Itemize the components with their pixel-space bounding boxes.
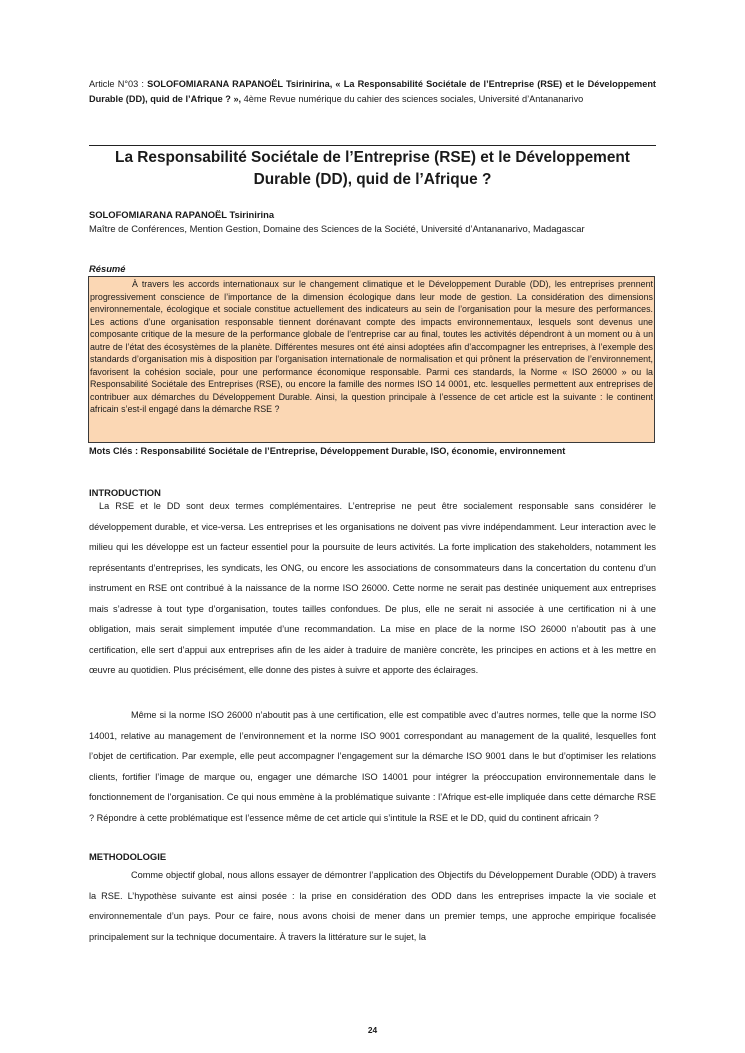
- methodology-paragraph-1: [89, 865, 656, 947]
- author-name: SOLOFOMIARANA RAPANOËL Tsirinirina: [89, 209, 275, 220]
- introduction-paragraph-2: [89, 705, 656, 828]
- paragraph-text: Comme objectif global, nous allons essayer de démontrer l’application des Objectifs du Développement Durable (ODD) à travers la RSE. L’hypothèse suivante est ainsi posée : la prise en considération des ODD dans les entreprises impacte la vie sociale et environnementale d’un pays. Pour ce faire, nous avons choisi de mener dans un premier temps, une approche empirique focalisée principalement sur la technique documentaire. À travers la littérature sur le sujet, la: [89, 870, 656, 942]
- article-title: La Responsabilité Sociétale de l’Entreprise (RSE) et le Développement Durable (DD), quid de l’Afrique ?: [115, 149, 630, 188]
- citation-title: SOLOFOMIARANA RAPANOËL Tsirinirina, « La Responsabilité Sociétale de l’Entreprise (RSE) et le Développement Durable (DD), quid de l’Afrique ? »,: [89, 79, 656, 104]
- introduction-paragraph-1: [89, 496, 656, 681]
- article-citation: [89, 77, 656, 107]
- citation-journal: 4ème Revue numérique du cahier des sciences sociales, Université d’Antananarivo: [243, 94, 584, 104]
- abstract-box: [88, 276, 655, 443]
- abstract-text: À travers les accords internationaux sur le changement climatique et le Développement Durable (DD), les entreprises prennent progressivement conscience de l’importance de la dimension écologique dans leur mode de gestion. La considération des dimensions environnementale, écologique et sociale constitue actuellement des indicateurs au sein de l’organisation pour la mesure des performances. Les actions d’une organisation responsable tiennent dorénavant compte des impacts environnementaux, lesquels sont devenus une composante critique de la mesure de la performance globale de l’entreprise car au final, toutes les activités dépendront à un moment ou à un autre de l’état des écosystèmes de la planète. Différentes mesures ont été ainsi adoptées afin d’accompagner les entreprises, à l’exemple des standards d’organisation mis à disposition par l’organisation internationale de normalisation et qui prônent la préservation de l’environnement, favorisent la cohésion sociale, pour une performance économique responsable. Parmi ces standards, la Norme « ISO 26000 » ou la Responsabilité Sociétale des Entreprises (RSE), ou encore la famille des normes ISO 14 0001, etc. lesquelles permettent aux entreprises de contribuer aux démarches du Développement Durable. Ainsi, la question principale à l’essence de cet article est la suivante : le continent africain s’est-il engagé dans la démarche RSE ?: [90, 279, 653, 414]
- author-affiliation: Maître de Conférences, Mention Gestion, Domaine des Sciences de la Société, Université d’Antananarivo, Madagascar: [89, 223, 585, 234]
- keywords: Mots Clés : Responsabilité Sociétale de l’Entreprise, Développement Durable, ISO, économie, environnement: [89, 446, 566, 456]
- abstract-label: Résumé: [89, 263, 126, 274]
- citation-prefix: Article N°03 :: [89, 79, 148, 89]
- author-block: [89, 208, 656, 236]
- paragraph-text: La RSE et le DD sont deux termes complémentaires. L’entreprise ne peut être socialement responsable sans considérer le développement durable, et vice-versa. Les entreprises et les organisations ne doivent pas vivre indépendamment. Leur interaction avec le milieu qui les développe est un facteur essentiel pour la poursuite de leurs activités. La forte implication des stakeholders, notamment les représentants d’entreprises, les syndicats, les ONG, ou encore les associations de consommateurs dans la concertation du contenu d’un instrument en RSE ont contribué à la naissance de la norme ISO 26000. Cette norme ne serait pas destinée uniquement aux entreprises mais s’adresse à tout type d’organisation, toutes tailles confondues. De plus, elle ne serait ni associée à une certification ni à une obligation, mais serait simplement imputée d’une recommandation. La mise en place de la norme ISO 26000 n’aboutit pas à une certification, elle sert d’appui aux entreprises afin de les aider à traduire de manière concrète, les principes en actions et à les mettre en œuvre au quotidien. Plus précisément, elle donne des pistes à suivre et apporte des éclairages.: [89, 501, 656, 675]
- paragraph-text: Même si la norme ISO 26000 n’aboutit pas à une certification, elle est compatible avec d’autres normes, telle que la norme ISO 14001, relative au management de l’environnement et la norme ISO 9001 correspondant au management de la qualité, lesquelles font l’objet de certification. Par exemple, elle peut accompagner l’engagement sur la démarche ISO 9001 dans le but d’optimiser les relations clients, fortifier l’image de marque ou, engager une démarche ISO 14001 pour intégrer la préoccupation environnementale dans le fonctionnement de l’organisation. Ce qui nous emmène à la problématique suivante : l’Afrique est-elle impliquée dans cette démarche RSE ? Répondre à cette problématique est l’essence même de cet article qui s’intitule la RSE et le DD, quid du continent africain ?: [89, 710, 656, 823]
- introduction-heading: INTRODUCTION: [89, 487, 161, 498]
- header-rule: [89, 145, 656, 146]
- page-number: 24: [367, 1025, 378, 1035]
- methodology-heading: METHODOLOGIE: [89, 851, 167, 862]
